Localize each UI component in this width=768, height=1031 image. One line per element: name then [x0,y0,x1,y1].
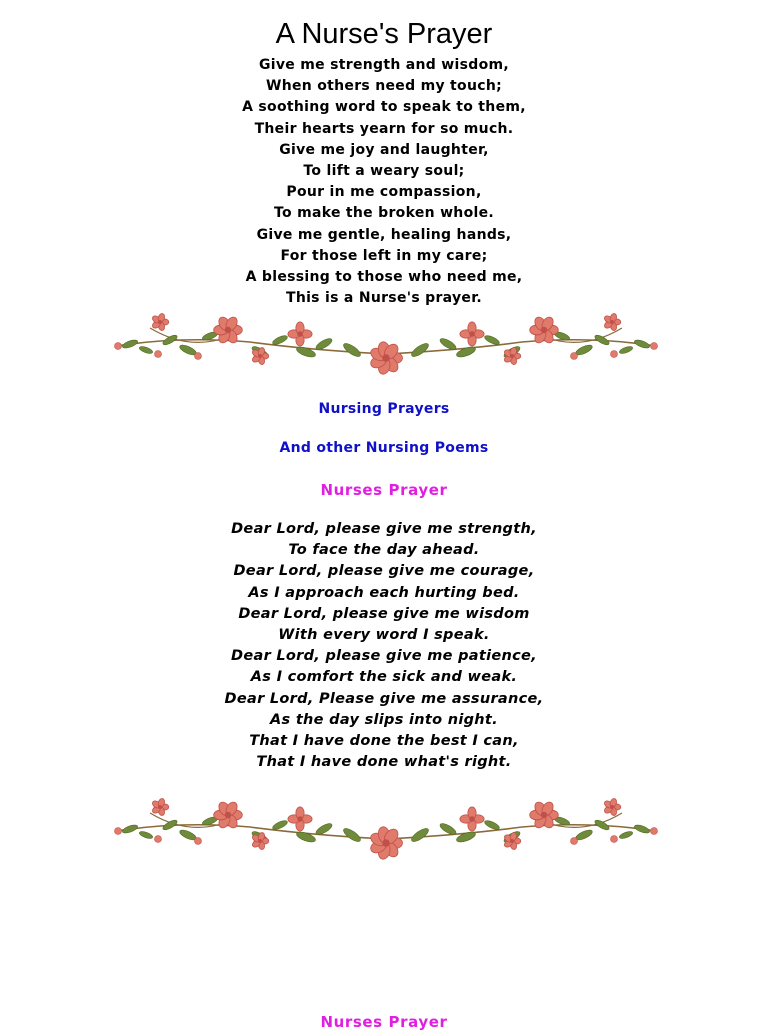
flower-icon [369,341,403,376]
poem-line: Give me strength and wisdom, [258,57,509,73]
poem-line: Pour in me compassion, [286,184,482,201]
leaf-icon [410,341,431,359]
flower-icon [369,826,403,861]
leaf-icon [455,830,476,844]
leaf-icon [410,826,431,844]
bud-icon [611,351,618,358]
poem-line: A soothing word to speak to them, [242,99,526,116]
other-nursing-poems-link[interactable]: And other Nursing Poems [279,440,489,456]
leaf-icon [342,341,363,359]
bud-icon [611,836,618,843]
bud-icon [571,838,578,845]
bud-icon [115,343,122,350]
section-heading-nurses-prayer-bottom: Nurses Prayer [320,1013,448,1031]
leaf-icon [619,830,634,840]
bud-icon [155,351,162,358]
leaf-icon [139,345,154,355]
leaf-icon [121,823,138,834]
leaf-icon [295,830,316,844]
poem-line: As the day slips into night. [270,711,498,728]
poem-line: That I have done what's right. [256,754,512,771]
leaf-icon [455,345,476,359]
leaf-icon [271,819,288,831]
poem-line: This is a Nurse's prayer. [285,290,483,307]
poem-line: Their hearts yearn for so much. [254,120,514,137]
poem-dear-lord [0,519,768,773]
bud-icon [115,828,122,835]
leaf-icon [271,334,288,346]
leaf-icon [633,823,650,834]
leaf-icon [483,334,500,346]
flower-icon [288,807,312,831]
leaf-icon [121,338,138,349]
section-heading-nurses-prayer: Nurses Prayer [320,481,448,499]
flower-icon [151,313,169,332]
poem-line: Dear Lord, please give me patience, [231,648,537,665]
flower-icon [603,798,621,817]
bud-icon [155,836,162,843]
poem-line: Dear Lord, please give me courage, [233,563,535,580]
flower-icon [603,313,621,332]
poem-line: When others need my touch; [265,78,502,95]
flower-icon [460,807,484,831]
bud-icon [651,343,658,350]
poem-line: Dear Lord, please give me wisdom [238,605,530,622]
leaf-icon [633,338,650,349]
poem-line: For those left in my care; [280,247,488,264]
bud-icon [651,828,658,835]
leaf-icon [342,826,363,844]
poem-line: Dear Lord, please give me strength, [231,521,537,537]
leaf-icon [295,345,316,359]
poem-line: A blessing to those who need me, [245,269,523,286]
leaf-icon [619,345,634,355]
poem-nurses-prayer-verse [0,55,768,309]
bud-icon [195,353,202,360]
leaf-icon [139,830,154,840]
poem-line: To face the day ahead. [288,542,480,559]
poem-line: Give me joy and laughter, [279,141,489,158]
poem-line: That I have done the best I can, [249,733,519,750]
leaf-icon [483,819,500,831]
poem-line: With every word I speak. [278,627,490,644]
nursing-prayers-link[interactable]: Nursing Prayers [318,401,450,417]
flower-icon [460,322,484,346]
page-title: A Nurse's Prayer [275,18,493,50]
flower-icon [288,322,312,346]
flower-icon [151,798,169,817]
bud-icon [195,838,202,845]
poem-line: Give me gentle, healing hands, [256,226,512,243]
poem-line: To lift a weary soul; [303,163,465,180]
poem-line: As I approach each hurting bed. [248,584,520,601]
floral-vine-border-icon [110,791,662,865]
poem-line: As I comfort the sick and weak. [250,669,518,686]
bud-icon [571,353,578,360]
poem-line: To make the broken whole. [274,205,494,222]
floral-vine-border-icon [110,306,662,380]
poem-line: Dear Lord, Please give me assurance, [224,690,544,707]
